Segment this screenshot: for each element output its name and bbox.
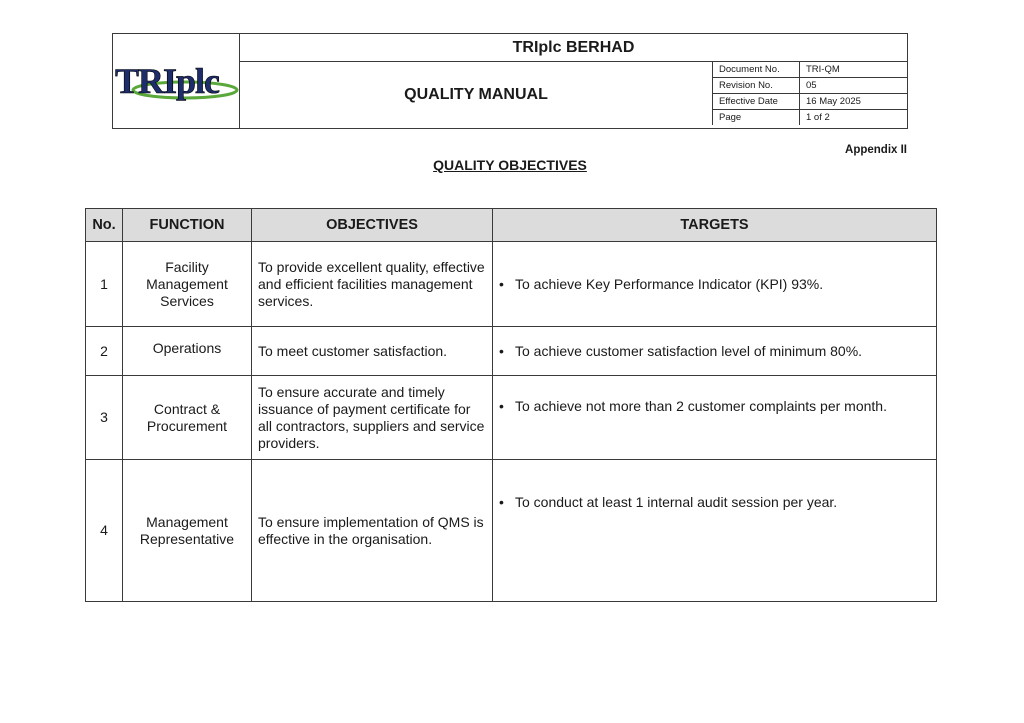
bullet-icon: • <box>499 275 504 292</box>
function-cell: Management Representative <box>123 460 252 602</box>
doc-info-row <box>713 78 908 94</box>
target-cell <box>493 460 937 602</box>
objective-cell: To provide excellent quality, effective and efficient facilities management services. <box>252 242 493 327</box>
table-row <box>86 242 937 327</box>
table-row <box>86 376 937 460</box>
objective-cell: To ensure implementation of QMS is effective in the organisation. <box>252 460 493 602</box>
header-function: FUNCTION <box>123 209 252 242</box>
logo-text: TRIplc <box>115 62 220 101</box>
target-text: To achieve not more than 2 customer complaints per month. <box>515 398 887 414</box>
appendix-label: Appendix II <box>845 144 907 156</box>
doc-info-value: 05 <box>800 78 908 94</box>
header-targets: TARGETS <box>493 209 937 242</box>
section-title: QUALITY OBJECTIVES <box>433 157 587 173</box>
function-cell: Operations <box>123 327 252 376</box>
objective-cell: To ensure accurate and timely issuance of payment certificate for all contractors, suppliers and service providers. <box>252 376 493 460</box>
bullet-icon: • <box>499 398 504 414</box>
table-header-row <box>86 209 937 242</box>
row-number: 4 <box>86 460 123 602</box>
header-no: No. <box>86 209 123 242</box>
bullet-icon: • <box>499 494 504 510</box>
function-cell: Facility Management Services <box>123 242 252 327</box>
row-number: 1 <box>86 242 123 327</box>
doc-info-row <box>713 110 908 126</box>
doc-info-row <box>713 62 908 78</box>
bullet-icon: • <box>499 342 504 359</box>
document-info-table <box>712 62 907 125</box>
target-text: To achieve Key Performance Indicator (KPI) 93%. <box>515 275 824 292</box>
doc-info-label: Document No. <box>713 62 800 78</box>
row-number: 3 <box>86 376 123 460</box>
target-text: To conduct at least 1 internal audit session per year. <box>515 494 838 510</box>
doc-info-value: TRI-QM <box>800 62 908 78</box>
row-number: 2 <box>86 327 123 376</box>
doc-info-label: Page <box>713 110 800 126</box>
company-name: TRIplc BERHAD <box>240 34 907 62</box>
table-row <box>86 327 937 376</box>
target-cell <box>493 242 937 327</box>
doc-info-label: Effective Date <box>713 94 800 110</box>
target-text: To achieve customer satisfaction level of minimum 80%. <box>515 342 863 359</box>
objective-cell: To meet customer satisfaction. <box>252 327 493 376</box>
doc-info-row <box>713 94 908 110</box>
header-objectives: OBJECTIVES <box>252 209 493 242</box>
company-logo <box>115 62 239 102</box>
manual-title: QUALITY MANUAL <box>404 86 548 103</box>
doc-info-label: Revision No. <box>713 78 800 94</box>
function-cell: Contract & Procurement <box>123 376 252 460</box>
doc-info-value: 16 May 2025 <box>800 94 908 110</box>
table-row <box>86 460 937 602</box>
document-header <box>112 33 908 129</box>
target-cell <box>493 327 937 376</box>
quality-objectives-table <box>85 208 937 602</box>
logo-cell <box>113 34 240 128</box>
target-cell <box>493 376 937 460</box>
doc-info-value: 1 of 2 <box>800 110 908 126</box>
